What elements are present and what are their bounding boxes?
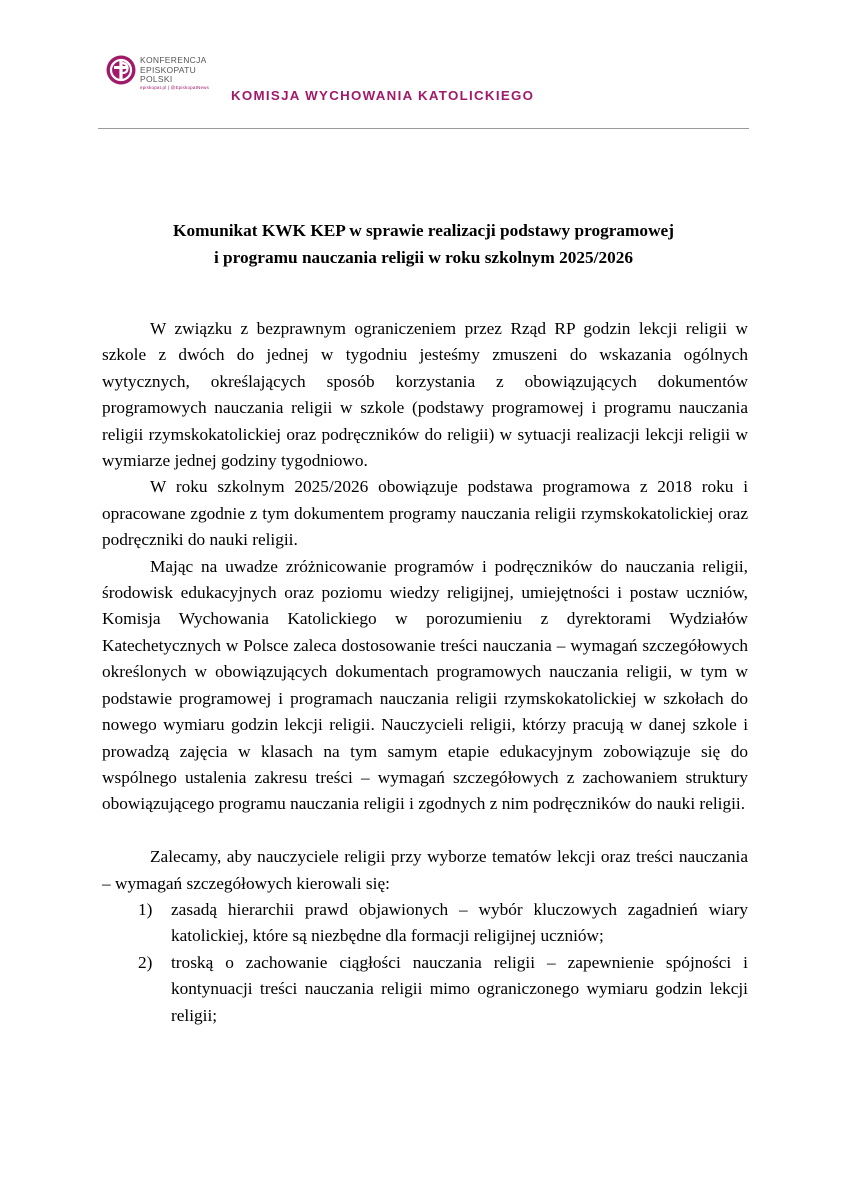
kep-logo: [106, 54, 236, 94]
list-item-number: 2): [138, 952, 153, 972]
logo-subtext: episkopat.pl | @EpiskopatNews: [140, 84, 210, 90]
commission-name: KOMISJA WYCHOWANIA KATOLICKIEGO: [231, 88, 535, 103]
guidelines-list: [102, 897, 748, 1029]
list-item: [102, 950, 748, 1029]
paragraph-3: Mając na uwadze zróżnicowanie programów i podręczników do nauczania religii, środowisk edukacyjnych oraz poziomu wiedzy religijnej, umiejętności i postaw uczniów, Komisja Wychowania Katolickiego w porozumieniu z dyrektorami Wydziałów Katechetycznych w Polsce zaleca dostosowanie treści nauczania – wymagań szczegółowych określonych w obowiązujących dokumentach programowych nauczania religii, w tym w podstawie programowej i programach nauczania religii rzymskokatolickiej w szkołach do nowego wymiaru godzin lekcji religii. Nauczycieli religii, którzy pracują w danej szkole i prowadzą zajęcia w klasach na tym samym etapie edukacyjnym zobowiązuje się do wspólnego ustalenia zakresu treści – wymagań szczegółowych z zachowaniem struktury obowiązującego programu nauczania religii i zgodnych z nim podręczników do nauki religii.: [102, 556, 748, 814]
list-item-text: troską o zachowanie ciągłości nauczania religii – zapewnienie spójności i kontynuacji treści nauczania religii mimo ograniczonego wymiaru godzin lekcji religii;: [171, 952, 748, 1025]
logo-wordmark: [140, 56, 209, 91]
logo-line-3: POLSKI: [140, 74, 173, 84]
logo-line-2: EPISKOPATU: [140, 64, 197, 75]
title-line-2: i programu nauczania religii w roku szkolnym 2025/2026: [213, 248, 634, 267]
document-body: [102, 316, 748, 1029]
document-title: [98, 217, 749, 271]
title-line-1: Komunikat KWK KEP w sprawie realizacji podstawy programowej: [173, 221, 674, 240]
kep-cross-logo-icon: [106, 55, 136, 85]
paragraph-1: W związku z bezprawnym ograniczeniem przez Rząd RP godzin lekcji religii w szkole z dwóch do jednej w tygodniu jesteśmy zmuszeni do wskazania ogólnych wytycznych, określających sposób korzystania z obowiązujących dokumentów programowych nauczania religii w szkole (podstawy programowej i programu nauczania religii rzymskokatolickiej oraz podręczników do religii) w sytuacji realizacji lekcji religii w wymiarze jednej godziny tygodniowo.: [102, 319, 748, 471]
paragraph-2: W roku szkolnym 2025/2026 obowiązuje podstawa programowa z 2018 roku i opracowane zgodnie z tym dokumentem programy nauczania religii rzymskokatolickiej oraz podręczniki do nauki religii.: [102, 477, 748, 550]
logo-line-1: KONFERENCJA: [140, 55, 207, 65]
header-divider: [98, 128, 749, 129]
paragraph-4: Zalecamy, aby nauczyciele religii przy wyborze tematów lekcji oraz treści nauczania – wymagań szczegółowych kierowali się:: [102, 847, 748, 893]
list-item: [102, 897, 748, 950]
list-item-number: 1): [138, 899, 153, 919]
list-item-text: zasadą hierarchii prawd objawionych – wybór kluczowych zagadnień wiary katolickiej, które są niezbędne dla formacji religijnej uczniów;: [171, 899, 748, 946]
